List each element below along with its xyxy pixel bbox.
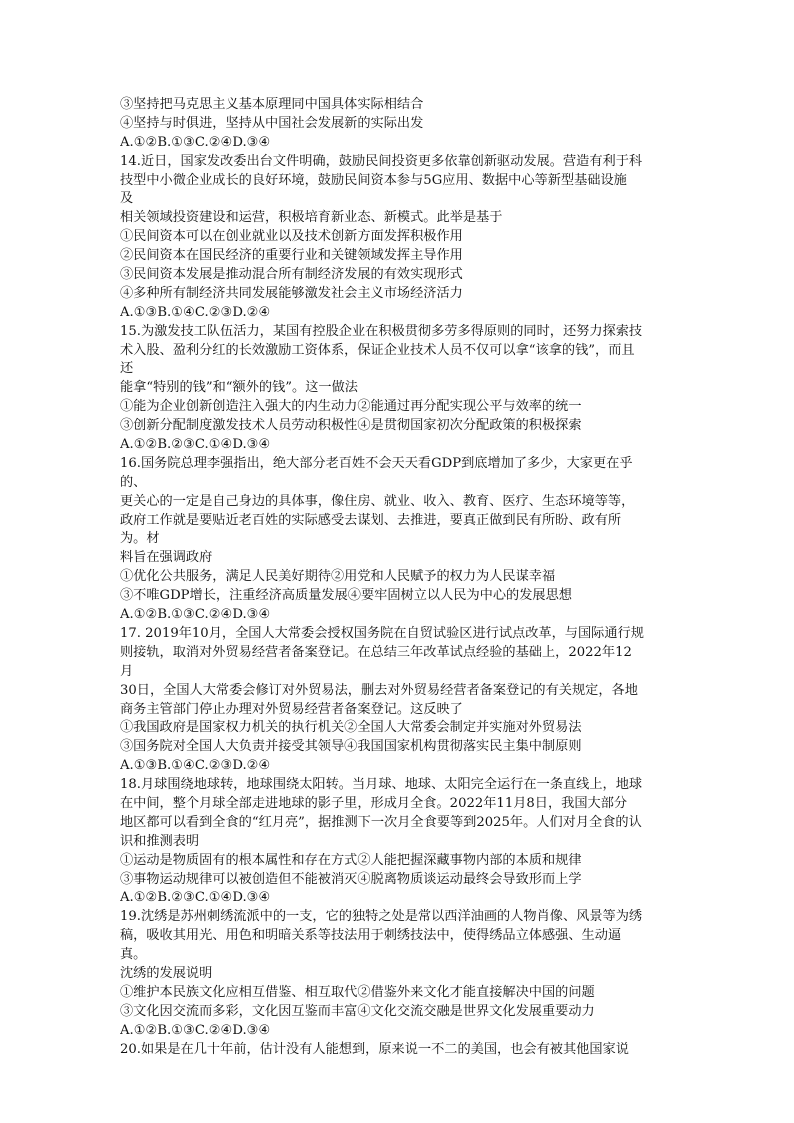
text-line: 相关领域投资建设和运营，积极培育新业态、新模式。此举是基于 bbox=[120, 210, 503, 226]
text-line: 商务主管部门停止办理对外贸易经营者备案登记。这反映了 bbox=[120, 701, 463, 717]
text-line: ③坚持把马克思主义基本原理同中国具体实际相结合 bbox=[120, 97, 424, 112]
text-line: 还 bbox=[120, 361, 134, 377]
text-line: ④坚持与时俱进，坚持从中国社会发展新的实际出发 bbox=[120, 115, 424, 131]
text-line: 15.为激发技工队伍活力，某国有控股企业在积极贯彻多劳多得原则的同时，还努力探索技 bbox=[120, 323, 643, 339]
text-line: 及 bbox=[120, 191, 134, 207]
text-line: 在中间，整个月球全部走进地球的影子里，形成月全食。2022年11月8日，我国大部分 bbox=[120, 795, 628, 811]
text-line: 能拿“特别的钱”和“额外的钱”。这一做法 bbox=[120, 380, 358, 396]
text-line: 稿，吸收其用光、用色和明暗关系等技法用于刺绣技法中，使得绣品立体感强、生动逼 bbox=[120, 928, 622, 944]
text-line: 30日，全国人大常委会修订对外贸易法，删去对外贸易经营者备案登记的有关规定，各地 bbox=[120, 682, 638, 698]
text-line: 识和推测表明 bbox=[120, 833, 200, 849]
text-line: A.①②B.②③C.①④D.③④ bbox=[120, 437, 271, 453]
text-line: ①运动是物质固有的根本属性和存在方式②人能把握深藏事物内部的本质和规律 bbox=[120, 852, 582, 868]
text-line: 16.国务院总理李强指出，绝大部分老百姓不会天天看GDP到底增加了多少，大家更在乎 bbox=[120, 455, 633, 471]
text-line: 20.如果是在几十年前，估计没有人能想到，原来说一不二的美国，也会有被其他国家说 bbox=[120, 1041, 629, 1057]
text-line: ①我国政府是国家权力机关的执行机关②全国人大常委会制定并实施对外贸易法 bbox=[120, 720, 582, 736]
text-line: ③创新分配制度激发技术人员劳动积极性④是贯彻国家初次分配政策的积极探索 bbox=[120, 418, 582, 434]
text-line: A.①②B.①③C.②④D.③④ bbox=[120, 134, 271, 150]
text-line: ①民间资本可以在创业就业以及技术创新方面发挥积极作用 bbox=[120, 229, 463, 245]
text-line: 沈绣的发展说明 bbox=[120, 965, 213, 981]
text-line: 真。 bbox=[120, 947, 147, 963]
text-line: 术入股、盈利分红的长效激励工资体系，保证企业技术人员不仅可以拿“该拿的钱”，而且 bbox=[120, 342, 635, 358]
text-line: A.①③B.①④C.②③D.②④ bbox=[120, 758, 271, 774]
text-line: ②民间资本在国民经济的重要行业和关键领域发挥主导作用 bbox=[120, 248, 463, 264]
text-line: ③事物运动规律可以被创造但不能被消灭④脱离物质谈运动最终会导致形而上学 bbox=[120, 871, 582, 887]
text-line: 更关心的一定是自己身边的具体事，像住房、就业、收入、教育、医疗、生态环境等等， bbox=[120, 493, 635, 509]
text-line: ③民间资本发展是推动混合所有制经济发展的有效实现形式 bbox=[120, 267, 463, 283]
text-line: A.①③B.①④C.②③D.②④ bbox=[120, 304, 271, 320]
text-line: 19.沈绣是苏州刺绣流派中的一支，它的独特之处是常以西洋油画的人物肖像、风景等为绣 bbox=[120, 909, 643, 925]
text-line: ④多种所有制经济共同发展能够激发社会主义市场经济活力 bbox=[120, 285, 463, 301]
text-line: A.①②B.①③C.②④D.③④ bbox=[120, 607, 271, 623]
document-text bbox=[120, 96, 680, 1059]
text-line: ③文化因交流而多彩，文化因互鉴而丰富④文化交流交融是世界文化发展重要动力 bbox=[120, 1003, 595, 1019]
text-line: ③国务院对全国人大负责并接受其领导④我国国家机构贯彻落实民主集中制原则 bbox=[120, 739, 582, 755]
text-line: 则接轨，取消对外贸易经营者备案登记。在总结三年改革试点经验的基础上，2022年12 bbox=[120, 644, 632, 660]
text-line: ①维护本民族文化应相互借鉴、相互取代②借鉴外来文化才能直接解决中国的问题 bbox=[120, 984, 595, 1000]
text-line: 地区都可以看到全食的“红月亮”，据推测下一次月全食要等到2025年。人们对月全食的认 bbox=[120, 814, 642, 830]
text-line: A.①②B.①③C.②④D.③④ bbox=[120, 1022, 271, 1038]
text-line: 14.近日，国家发改委出台文件明确，鼓励民间投资更多依靠创新驱动发展。营造有利于科 bbox=[120, 153, 643, 169]
text-line: ①优化公共服务，满足人民美好期待②用党和人民赋予的权力为人民谋幸福 bbox=[120, 569, 556, 585]
text-line: 料旨在强调政府 bbox=[120, 550, 213, 566]
text-line: 17. 2019年10月，全国人大常委会授权国务院在自贸试验区进行试点改革，与国际通行规 bbox=[120, 625, 644, 641]
text-line: A.①②B.②③C.①④D.③④ bbox=[120, 890, 271, 906]
text-line: 18.月球围绕地球转，地球围绕太阳转。当月球、地球、太阳完全运行在一条直线上，地球 bbox=[120, 777, 643, 793]
text-line: 技型中小微企业成长的良好环境，鼓励民间资本参与5G应用、数据中心等新型基础设施 bbox=[120, 172, 627, 188]
text-line: 月 bbox=[120, 663, 134, 679]
text-line: ①能为企业创新创造注入强大的内生动力②能通过再分配实现公平与效率的统一 bbox=[120, 399, 582, 415]
text-line: 政府工作就是要贴近老百姓的实际感受去谋划、去推进，要真正做到民有所盼、政有所 bbox=[120, 512, 622, 528]
text-line: 的、 bbox=[120, 474, 147, 490]
text-line: ③不唯GDP增长，注重经济高质量发展④要牢固树立以人民为中心的发展思想 bbox=[120, 588, 572, 604]
text-line: 为。材 bbox=[120, 531, 160, 547]
